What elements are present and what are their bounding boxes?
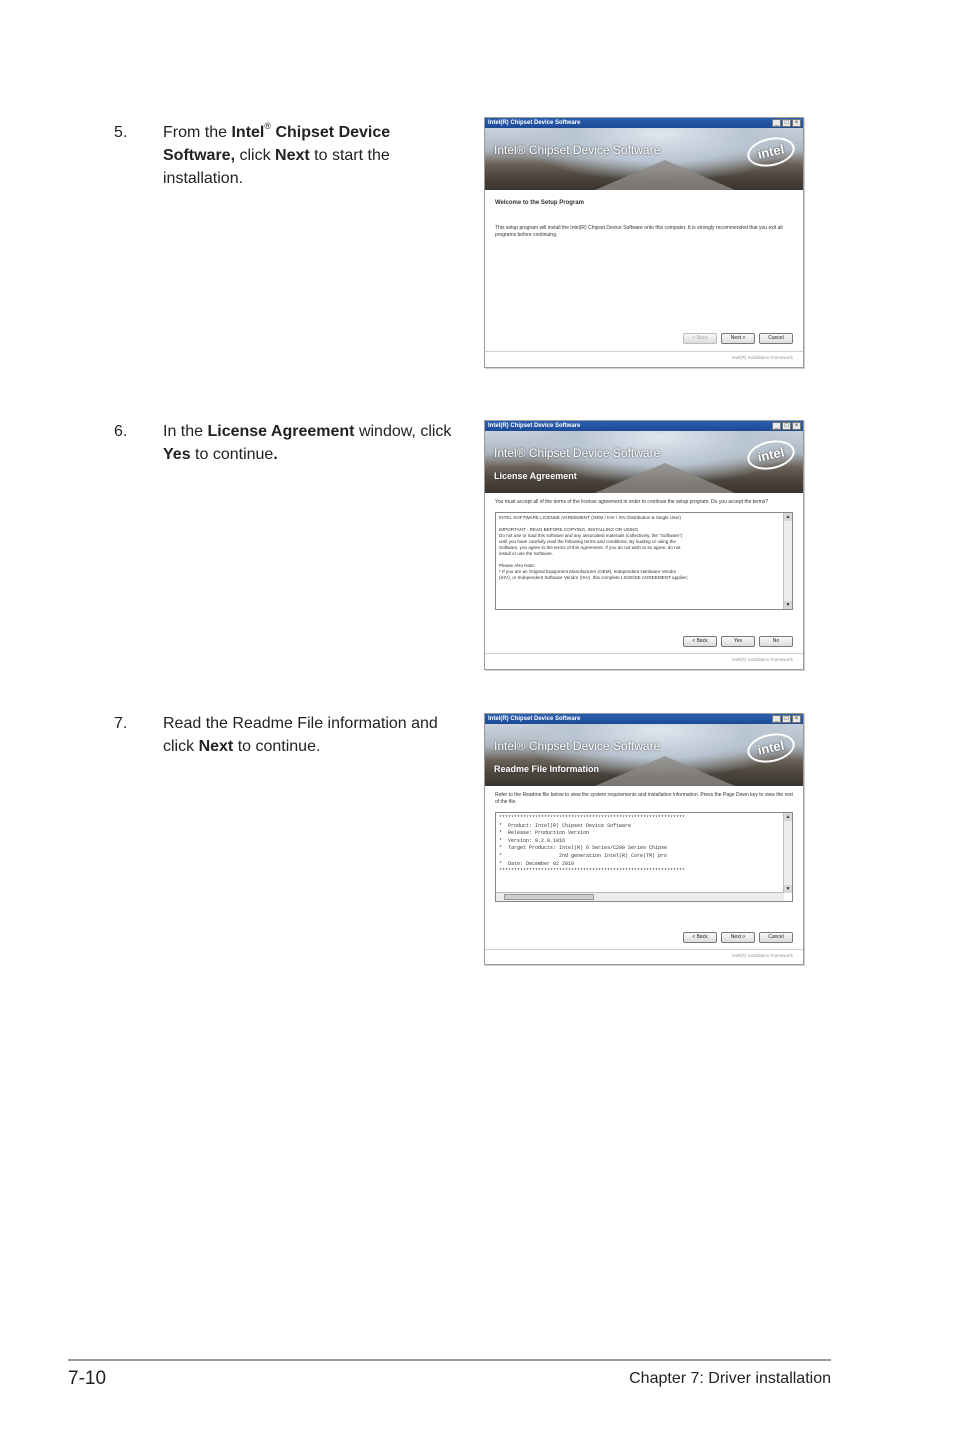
readme-information-screenshot bbox=[484, 713, 804, 965]
text-line: until you have carefully read the following terms and conditions. By loading or using the bbox=[499, 539, 676, 544]
scroll-up-icon[interactable]: ▲ bbox=[784, 813, 792, 821]
license-agreement-screenshot bbox=[484, 420, 804, 670]
scroll-down-icon[interactable]: ▼ bbox=[785, 602, 791, 608]
readme-textbox[interactable] bbox=[495, 812, 793, 902]
banner-subtitle: License Agreement bbox=[494, 471, 577, 481]
title-bar: Intel(R) Chipset Device Software _ □ × bbox=[485, 714, 803, 724]
intel-logo-icon: intel bbox=[745, 133, 798, 170]
scroll-down-icon[interactable]: ▼ bbox=[784, 885, 792, 893]
road-image bbox=[595, 756, 735, 786]
step-number: 5. bbox=[114, 124, 128, 141]
step-text: From the Intel® Chipset Device Software, click Next to start the installation. bbox=[163, 120, 391, 187]
vertical-scrollbar[interactable] bbox=[783, 813, 792, 893]
text-line: Please Also Note: bbox=[499, 563, 536, 568]
readme-intro: Refer to the Readme file below to view the system requirements and installation information. Press the Page Down key to view the rest of the file. bbox=[495, 792, 793, 805]
close-icon[interactable]: × bbox=[792, 715, 801, 723]
intel-logo-icon: intel bbox=[745, 729, 798, 766]
yes-button[interactable]: Yes bbox=[721, 636, 755, 647]
road-image bbox=[595, 463, 735, 493]
intel-logo-icon: intel bbox=[745, 436, 798, 473]
license-intro: You must accept all of the terms of the license agreement in order to continue the setup program. Do you accept the terms? bbox=[495, 499, 769, 505]
text-line: * Release: Production Version bbox=[499, 830, 590, 837]
text-line: install or use the Software. bbox=[499, 551, 554, 556]
window-controls bbox=[772, 715, 801, 723]
next-button[interactable]: Next > bbox=[721, 932, 755, 943]
window-controls bbox=[772, 422, 801, 430]
footer-divider bbox=[485, 351, 803, 352]
button-row bbox=[683, 932, 793, 943]
page-number: 7-10 bbox=[68, 1368, 107, 1389]
framework-label: Intel(R) Installation Framework bbox=[731, 953, 793, 958]
cancel-button[interactable]: Cancel bbox=[759, 932, 793, 943]
vertical-scrollbar[interactable] bbox=[783, 513, 792, 609]
banner-title: Intel® Chipset Device Software bbox=[494, 446, 661, 460]
back-button[interactable]: < Back bbox=[683, 932, 717, 943]
license-textbox[interactable] bbox=[495, 512, 793, 610]
maximize-icon[interactable]: □ bbox=[782, 422, 791, 430]
chapter-title: Chapter 7: Driver installation bbox=[629, 1370, 831, 1387]
step-text: Read the Readme File information and click Next to continue. bbox=[163, 715, 438, 755]
title-bar: Intel(R) Chipset Device Software _ □ × bbox=[485, 118, 803, 128]
text-line: * Version: 9.2.0.1016 bbox=[499, 837, 566, 844]
close-icon[interactable]: × bbox=[792, 119, 801, 127]
scroll-thumb[interactable] bbox=[504, 894, 594, 900]
window-content bbox=[485, 786, 803, 908]
maximize-icon[interactable]: □ bbox=[782, 715, 791, 723]
text-line: ************************************************************** bbox=[499, 868, 686, 875]
footer-rule bbox=[68, 1359, 831, 1361]
banner-title: Intel® Chipset Device Software bbox=[494, 143, 661, 157]
framework-label: Intel(R) Installation Framework bbox=[731, 657, 793, 662]
step-number: 7. bbox=[114, 715, 128, 732]
step-number: 6. bbox=[114, 423, 128, 440]
text-line: * If you are an Original Equipment Manufacturer (OEM), Independent Hardware Vendor bbox=[499, 569, 677, 574]
text-line: * Target Products: Intel(R) 6 Series/C200 Series Chipse bbox=[499, 845, 668, 852]
scroll-up-icon[interactable]: ▲ bbox=[785, 514, 791, 520]
close-icon[interactable]: × bbox=[792, 422, 801, 430]
text-line: (IHV), or Independent Software Vendor (ISV), this complete LICENSE AGREEMENT applies; bbox=[499, 575, 688, 580]
setup-welcome-screenshot bbox=[484, 117, 804, 368]
banner bbox=[485, 431, 803, 493]
banner-title: Intel® Chipset Device Software bbox=[494, 739, 661, 753]
button-row bbox=[683, 636, 793, 647]
text-line: * 2nd generation Intel(R) Core(TM) pro bbox=[499, 852, 668, 859]
horizontal-scrollbar[interactable] bbox=[496, 892, 784, 901]
button-row bbox=[683, 333, 793, 344]
banner-subtitle: Readme File Information bbox=[494, 764, 600, 774]
banner bbox=[485, 128, 803, 190]
footer-divider bbox=[485, 949, 803, 950]
text-line: Do not use or load this software and any associated materials (collectively, the "Software") bbox=[499, 533, 683, 538]
framework-label: Intel(R) Installation Framework bbox=[731, 355, 793, 360]
no-button[interactable]: No bbox=[759, 636, 793, 647]
window-content bbox=[485, 190, 803, 245]
next-button[interactable]: Next > bbox=[721, 333, 755, 344]
maximize-icon[interactable]: □ bbox=[782, 119, 791, 127]
step-text: In the License Agreement window, click Yes to continue. bbox=[163, 423, 452, 463]
banner bbox=[485, 724, 803, 786]
minimize-icon[interactable]: _ bbox=[772, 715, 781, 723]
text-line: INTEL SOFTWARE LICENSE AGREEMENT (OEM / IHV / ISV Distribution & Single User) bbox=[499, 515, 682, 520]
text-line: ************************************************************** bbox=[499, 815, 686, 821]
welcome-heading: Welcome to the Setup Program bbox=[495, 200, 584, 206]
minimize-icon[interactable]: _ bbox=[772, 119, 781, 127]
cancel-button[interactable]: Cancel bbox=[759, 333, 793, 344]
window-controls bbox=[772, 119, 801, 127]
window-content bbox=[485, 493, 803, 616]
text-line: Software, you agree to the terms of this Agreement. If you do not wish to so agree, do not bbox=[499, 545, 681, 550]
back-button[interactable]: < Back bbox=[683, 333, 717, 344]
welcome-body: This setup program will install the Intel(R) Chipset Device Software onto this computer. It is strongly recommended that you exit all programs before continuing. bbox=[495, 225, 783, 238]
road-image bbox=[595, 160, 735, 190]
text-line: * Product: Intel(R) Chipset Device Software bbox=[499, 822, 632, 829]
text-line: IMPORTANT - READ BEFORE COPYING, INSTALLING OR USING. bbox=[499, 527, 640, 532]
footer-divider bbox=[485, 653, 803, 654]
text-line: * Date: December 02 2010 bbox=[499, 860, 575, 867]
back-button[interactable]: < Back bbox=[683, 636, 717, 647]
title-bar: Intel(R) Chipset Device Software _ □ × bbox=[485, 421, 803, 431]
minimize-icon[interactable]: _ bbox=[772, 422, 781, 430]
